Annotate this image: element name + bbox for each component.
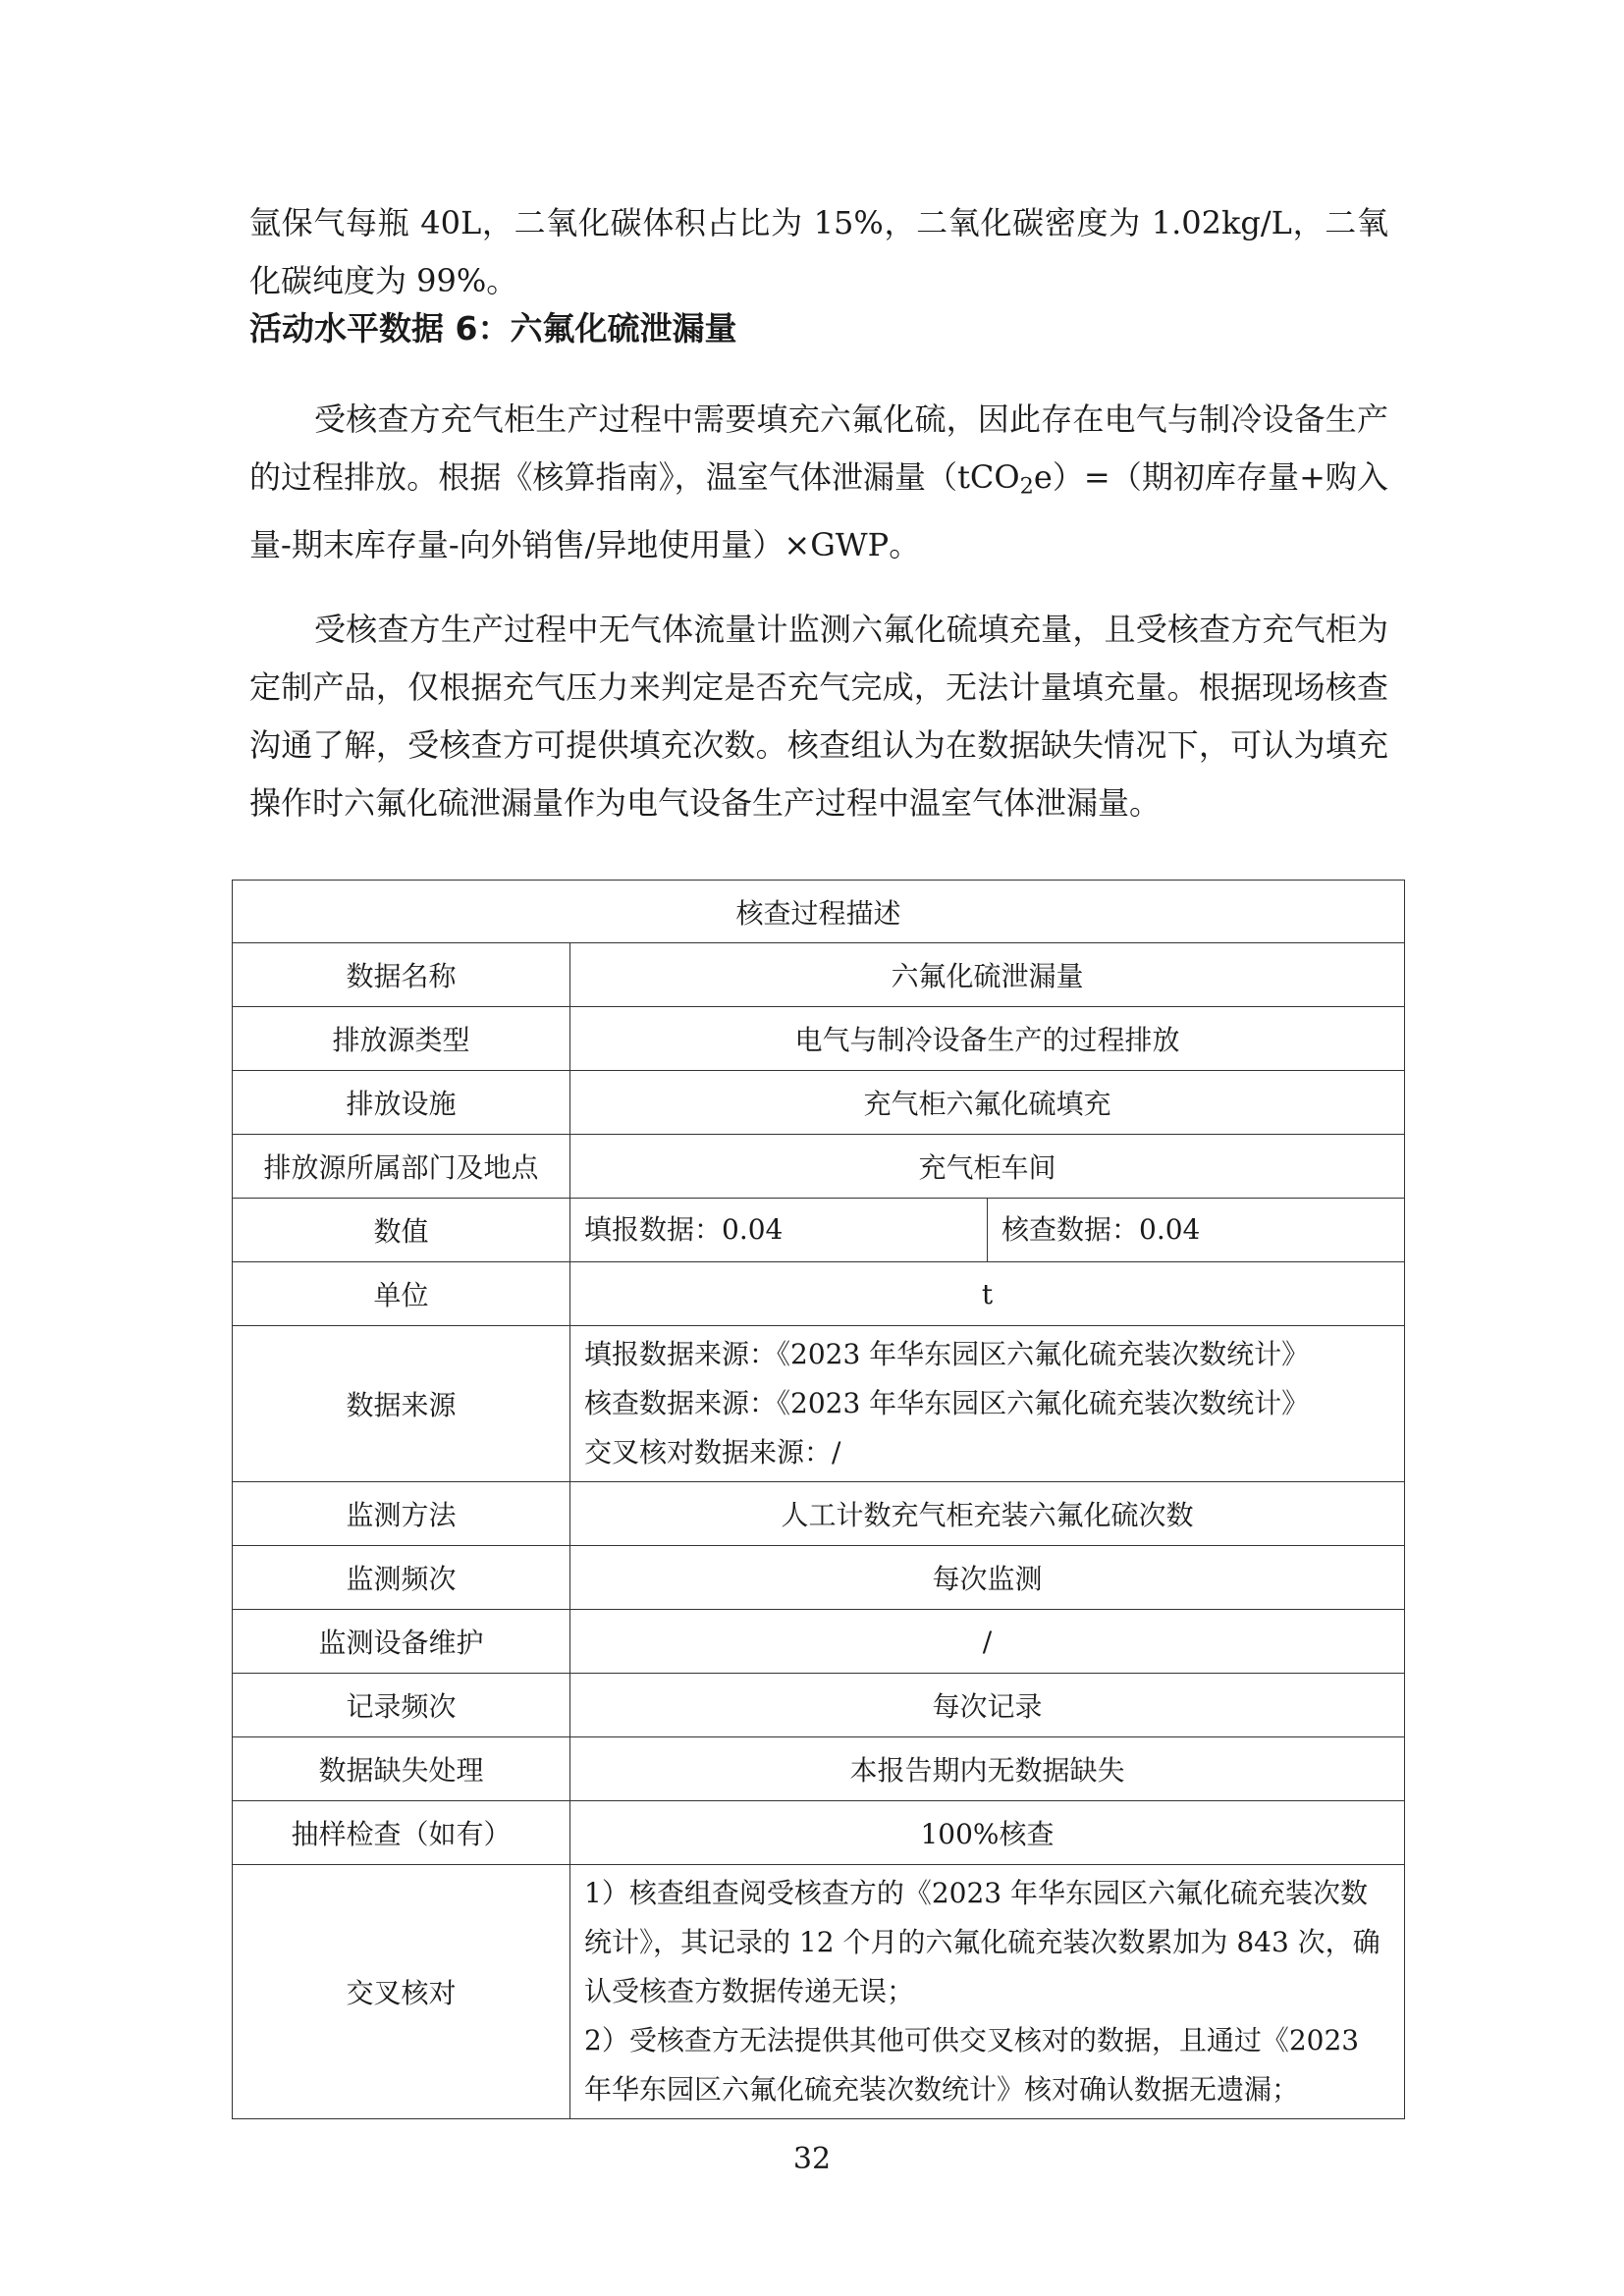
row-label: 记录频次 <box>233 1674 570 1737</box>
row-label: 监测频次 <box>233 1546 570 1610</box>
review-table <box>232 880 1405 2119</box>
row-label: 监测方法 <box>233 1482 570 1546</box>
table-title: 核查过程描述 <box>233 881 1405 943</box>
row-label: 数据名称 <box>233 943 570 1007</box>
row-value: 电气与制冷设备生产的过程排放 <box>570 1007 1405 1071</box>
table-row <box>233 1865 1405 2119</box>
row-value: 100%核查 <box>570 1801 1405 1865</box>
verified-value: 核查数据：0.04 <box>988 1199 1405 1262</box>
row-value: 每次监测 <box>570 1546 1405 1610</box>
source-line: 核查数据来源：《2023 年华东园区六氟化硫充装次数统计》 <box>584 1387 1310 1419</box>
row-value: t <box>570 1262 1405 1326</box>
table-row <box>233 1007 1405 1071</box>
cross-check-item: 1）核查组查阅受核查方的《2023 年华东园区六氟化硫充装次数统计》，其记录的 12 个月的六氟化硫充装次数累加为 843 次，确认受核查方数据传递无误； <box>584 1877 1380 2007</box>
table-row <box>233 1262 1405 1326</box>
row-label: 排放设施 <box>233 1071 570 1135</box>
source-line: 交叉核对数据来源：/ <box>584 1436 841 1468</box>
row-value: / <box>570 1610 1405 1674</box>
data-source-cell <box>570 1326 1405 1482</box>
section-heading: 活动水平数据 6：六氟化硫泄漏量 <box>249 309 737 347</box>
row-value: 六氟化硫泄漏量 <box>570 943 1405 1007</box>
table-title-row <box>233 881 1405 943</box>
reported-value: 填报数据：0.04 <box>570 1199 988 1262</box>
table-row <box>233 1482 1405 1546</box>
table-row <box>233 1674 1405 1737</box>
paragraph-method: 受核查方生产过程中无气体流量计监测六氟化硫填充量，且受核查方充气柜为定制产品，仅根据充气压力来判定是否充气完成，无法计量填充量。根据现场核查沟通了解，受核查方可提供填充次数。核查组认为在数据缺失情况下，可认为填充操作时六氟化硫泄漏量作为电气设备生产过程中温室气体泄漏量。 <box>249 611 1388 822</box>
table-row <box>233 1737 1405 1801</box>
table-row <box>233 1546 1405 1610</box>
formula-subscript: 2 <box>1019 473 1034 500</box>
row-value: 每次记录 <box>570 1674 1405 1737</box>
paragraph-formula <box>249 391 1388 574</box>
row-label: 数据来源 <box>233 1326 570 1482</box>
row-label: 交叉核对 <box>233 1865 570 2119</box>
table-row <box>233 1801 1405 1865</box>
table-row <box>233 1199 1405 1262</box>
cross-check-cell <box>570 1865 1405 2119</box>
row-value: 人工计数充气柜充装六氟化硫次数 <box>570 1482 1405 1546</box>
row-label: 单位 <box>233 1262 570 1326</box>
table-row <box>233 1610 1405 1674</box>
table-row <box>233 1326 1405 1482</box>
row-label: 抽样检查（如有） <box>233 1801 570 1865</box>
row-label: 排放源所属部门及地点 <box>233 1135 570 1199</box>
row-label: 排放源类型 <box>233 1007 570 1071</box>
table-row <box>233 943 1405 1007</box>
row-label: 数据缺失处理 <box>233 1737 570 1801</box>
row-label: 数值 <box>233 1199 570 1262</box>
page-number: 32 <box>792 2142 832 2176</box>
table-row <box>233 1071 1405 1135</box>
source-line: 填报数据来源：《2023 年华东园区六氟化硫充装次数统计》 <box>584 1338 1310 1370</box>
cross-check-item: 2）受核查方无法提供其他可供交叉核对的数据，且通过《2023 年华东园区六氟化硫充装次数统计》核对确认数据无遗漏； <box>584 2024 1360 2106</box>
formula-text-before: 受核查方充气柜生产过程中需要填充六氟化硫，因此存在电气与制冷设备生产的过程排放。根据《核算指南》，温室气体泄漏量（tCO <box>249 400 1388 496</box>
row-label: 监测设备维护 <box>233 1610 570 1674</box>
formula-text-after: e）=（期初库存量+购入量-期末库存量-向外销售/异地使用量）×GWP。 <box>249 458 1388 563</box>
row-value: 本报告期内无数据缺失 <box>570 1737 1405 1801</box>
continuation-paragraph: 氩保气每瓶 40L，二氧化碳体积占比为 15%，二氧化碳密度为 1.02kg/L，二氧化碳纯度为 99%。 <box>249 204 1388 299</box>
row-value: 充气柜六氟化硫填充 <box>570 1071 1405 1135</box>
table-row <box>233 1135 1405 1199</box>
row-value: 充气柜车间 <box>570 1135 1405 1199</box>
